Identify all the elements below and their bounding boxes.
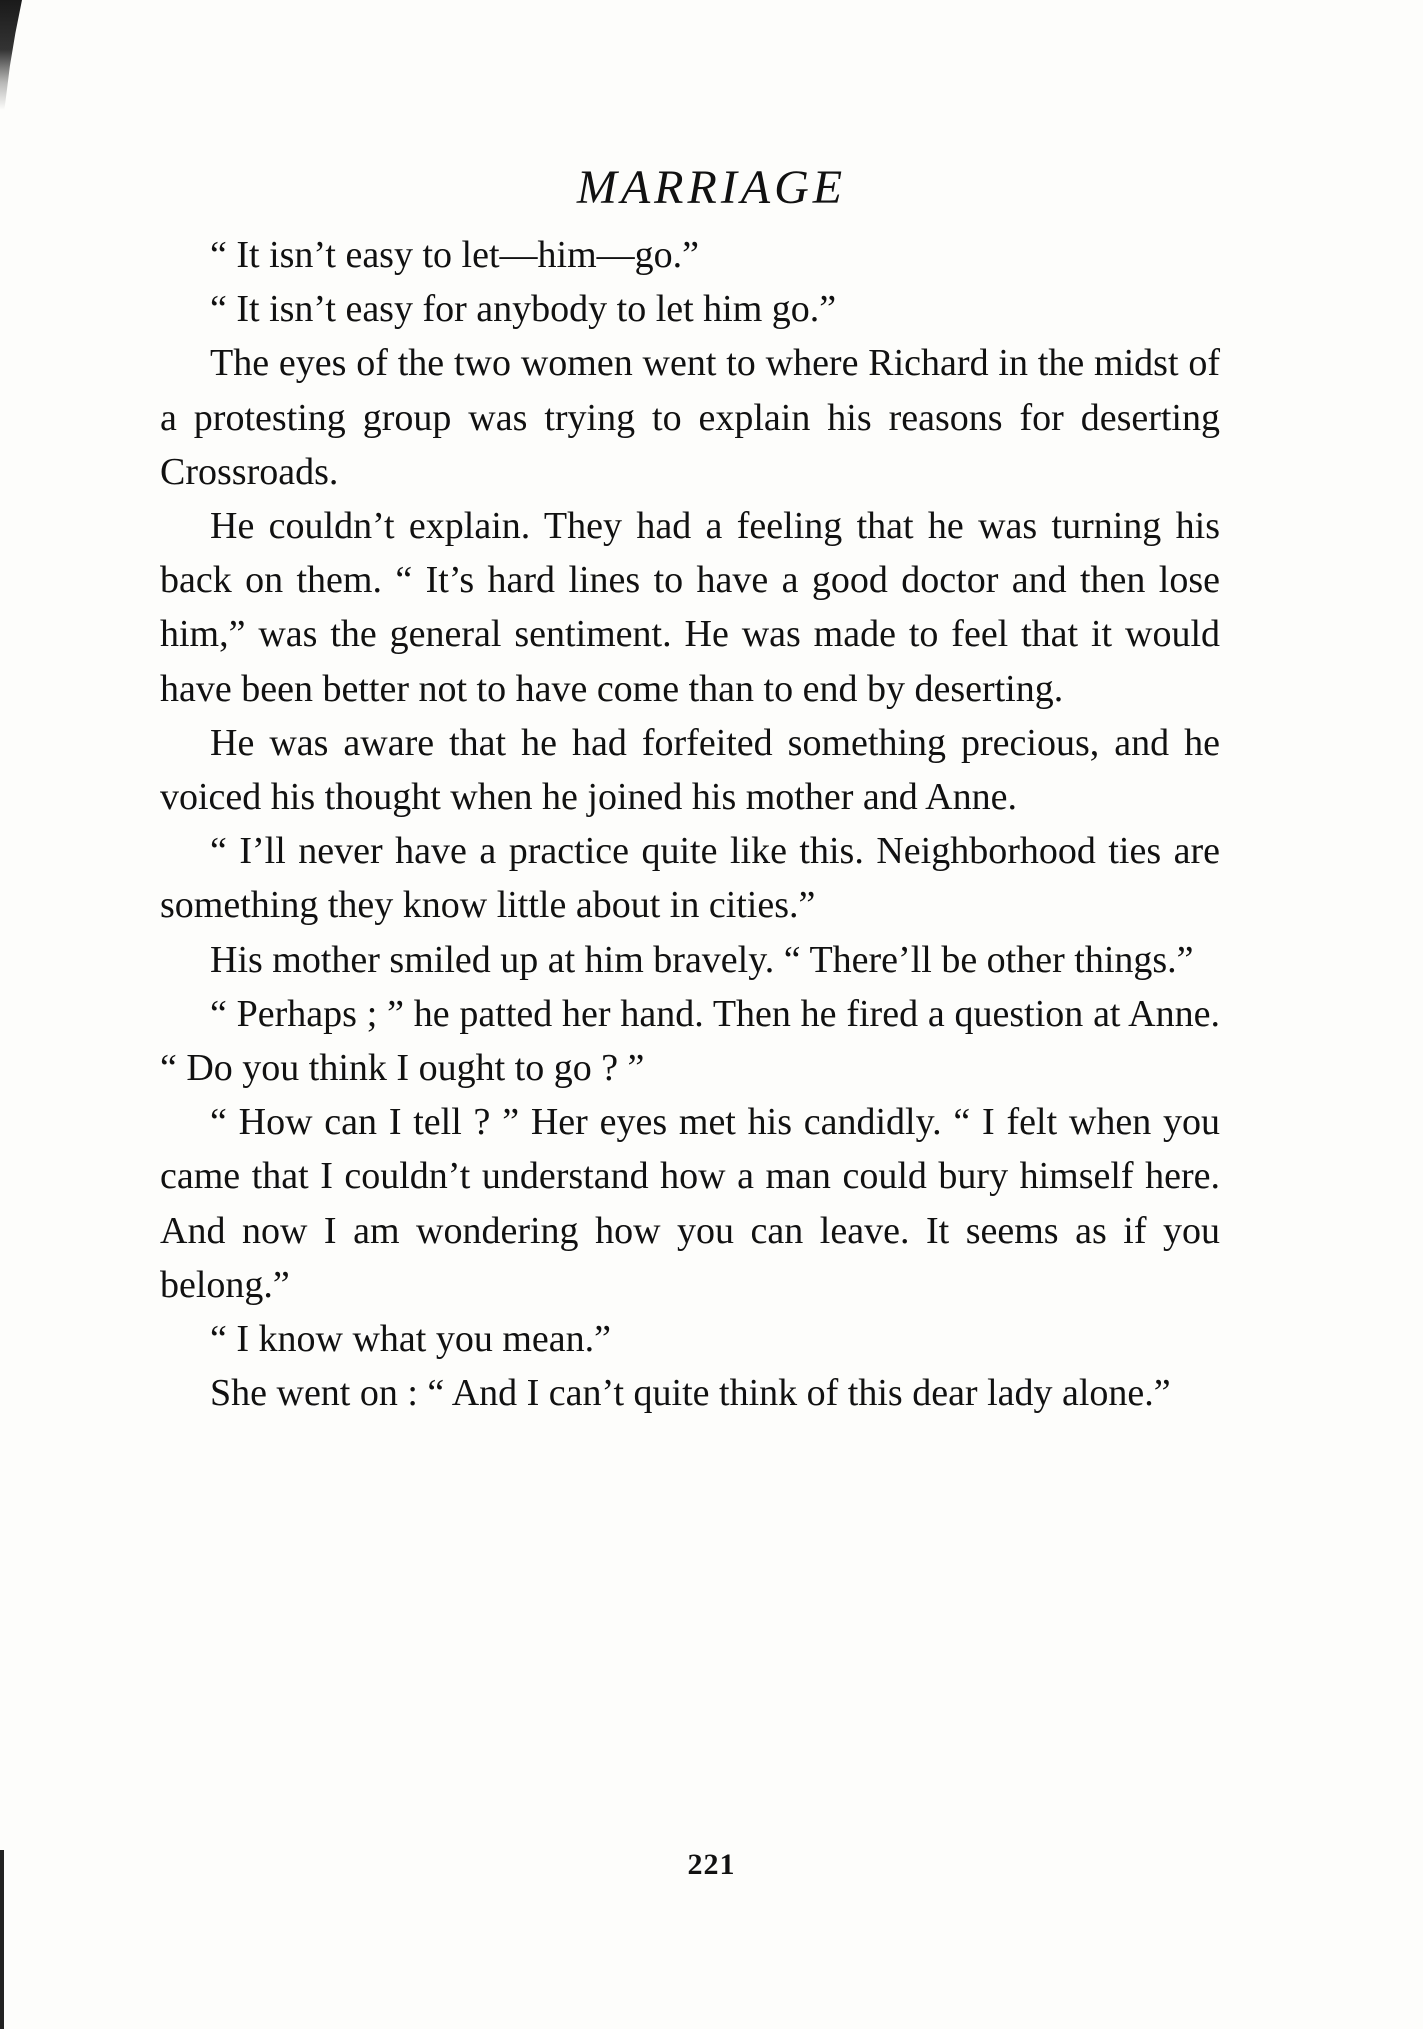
paragraph: She went on : “ And I can’t quite think of this dear lady alone.” [210,1372,1171,1415]
body-text [160,228,1220,1420]
page-number: 221 [687,1848,736,1881]
paragraph: He couldn’t explain. They had a feeling that he was turning his back on them. “ It’s hard lines to have a good doctor and then lose him,” was the general sentiment. He was made to feel that it would have been better not to have come than to end by deserting. [160,505,1220,710]
paragraph: “ I’ll never have a practice quite like this. Neighborhood ties are something they know little about in cities.” [160,830,1220,927]
paragraph: “ Perhaps ; ” he patted her hand. Then he fired a question at Anne. “ Do you think I ought to go ? ” [160,992,1220,1090]
paragraph: “ It isn’t easy to let—him—go.” [210,234,699,276]
running-head: MARRIAGE [576,161,847,214]
scan-edge-mark [0,0,22,110]
paragraph: “ It isn’t easy for anybody to let him go.” [210,288,837,331]
paragraph: “ I know what you mean.” [210,1318,611,1361]
paragraph: “ How can I tell ? ” Her eyes met his candidly. “ I felt when you came that I couldn’t understand how a man could bury himself here. And now I am wondering how you can leave. It seems as if you belong.” [160,1101,1220,1306]
paragraph: He was aware that he had forfeited something precious, and he voiced his thought when he joined his mother and Anne. [160,721,1220,819]
paragraph: The eyes of the two women went to where Richard in the midst of a protesting group was trying to explain his reasons for deserting Crossroads. [160,342,1220,493]
paragraph: His mother smiled up at him bravely. “ There’ll be other things.” [210,938,1194,981]
